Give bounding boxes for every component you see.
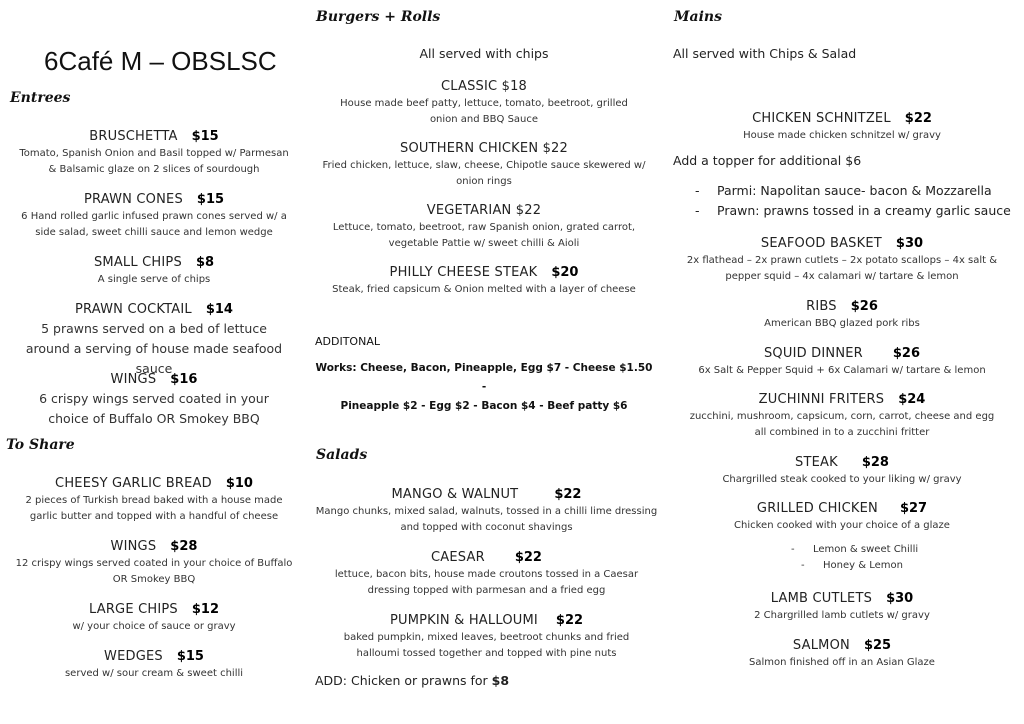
item-description: American BBQ glazed pork ribs — [764, 318, 920, 329]
item-price: $16 — [170, 372, 198, 387]
menu-item-prawn-cones — [8, 188, 300, 241]
item-price: $20 — [551, 265, 579, 280]
item-description: 2 Chargrilled lamb cutlets w/ gravy — [754, 610, 930, 621]
dash-icon: - — [791, 544, 795, 555]
item-name: MANGO & WALNUT — [391, 487, 519, 502]
item-name: BRUSCHETTA — [89, 129, 178, 144]
glaze-option-lemon — [791, 544, 918, 555]
item-name: SEAFOOD BASKET — [760, 236, 882, 251]
menu-item-southern-chicken — [314, 137, 654, 190]
item-description: 6x Salt & Pepper Squid + 6x Calamari w/ tartare & lemon — [698, 365, 986, 376]
item-price: $22 — [514, 550, 542, 565]
item-description: 2 pieces of Turkish bread baked with a house made garlic butter and topped with a handful of cheese — [25, 495, 283, 522]
item-description: lettuce, bacon bits, house made croutons tossed in a Caesar dressing topped with parmesan and a fried egg — [334, 569, 639, 596]
salads-heading: Salads — [316, 447, 368, 463]
glaze-text: Honey & Lemon — [823, 560, 903, 571]
item-description: Mango chunks, mixed salad, walnuts, tossed in a chilli lime dressing and topped with coconut shavings — [315, 506, 658, 533]
item-price: $22 — [555, 613, 584, 628]
item-name: CHICKEN SCHNITZEL — [752, 111, 891, 126]
add-text: ADD: Chicken or prawns for — [315, 673, 492, 688]
item-name: WINGS — [110, 539, 157, 554]
item-description: Lettuce, tomato, beetroot, raw Spanish onion, grated carrot, vegetable Pattie w/ sweet chilli & Aioli — [332, 222, 636, 249]
item-description: served w/ sour cream & sweet chilli — [64, 668, 244, 679]
additional-heading: ADDITONAL — [315, 335, 380, 348]
item-description: 12 crispy wings served coated in your choice of Buffalo OR Smokey BBQ — [15, 558, 293, 585]
item-description: 6 crispy wings served coated in your choice of Buffalo OR Smokey BBQ — [39, 391, 269, 426]
item-description: Salmon finished off in an Asian Glaze — [749, 657, 935, 668]
item-price: $30 — [886, 591, 914, 606]
topper-text: Parmi: Napolitan sauce- bacon & Mozzarella — [717, 183, 992, 198]
menu-item-cheesy-garlic-bread — [8, 472, 300, 525]
topper-note: Add a topper for additional $6 — [673, 153, 862, 168]
to-share-heading: To Share — [6, 437, 75, 453]
menu-item-salmon — [668, 634, 1016, 671]
menu-item-wings-6 — [8, 368, 300, 429]
menu-item-small-chips — [8, 251, 300, 288]
item-name: CHEESY GARLIC BREAD — [55, 476, 212, 491]
item-name: SQUID DINNER — [763, 346, 863, 361]
glaze-option-honey — [801, 560, 903, 571]
item-name: SMALL CHIPS — [93, 255, 182, 270]
item-name: SALMON — [792, 638, 850, 653]
item-description: Steak, fried capsicum & Onion melted with a layer of cheese — [332, 284, 636, 295]
item-name: VEGETARIAN $22 — [426, 203, 542, 218]
item-name: PRAWN CONES — [83, 192, 183, 207]
additional-extras — [314, 359, 654, 416]
item-name: SOUTHERN CHICKEN $22 — [400, 141, 568, 156]
item-price: $14 — [205, 302, 233, 317]
menu-item-bruschetta — [8, 125, 300, 178]
item-price: $10 — [225, 476, 253, 491]
dash-icon: - — [801, 560, 805, 571]
item-price: $28 — [170, 539, 198, 554]
menu-item-vegetarian — [314, 199, 654, 252]
menu-item-large-chips — [8, 598, 300, 635]
menu-item-wedges — [8, 645, 300, 682]
menu-item-steak — [668, 451, 1016, 488]
item-description: Chicken cooked with your choice of a glaze — [734, 520, 950, 531]
additional-line-1: Works: Cheese, Bacon, Pineapple, Egg $7 - Cheese $1.50 - — [315, 362, 653, 393]
burgers-note: All served with chips — [419, 46, 549, 61]
item-price: $26 — [892, 346, 921, 361]
item-price: $27 — [899, 501, 928, 516]
menu-item-classic — [314, 75, 654, 128]
item-name: PUMPKIN & HALLOUMI — [389, 613, 538, 628]
item-description: House made beef patty, lettuce, tomato, beetroot, grilled onion and BBQ Sauce — [340, 98, 628, 125]
item-description: baked pumpkin, mixed leaves, beetroot chunks and fried halloumi tossed together and topped with pine nuts — [343, 632, 630, 659]
item-price: $30 — [895, 236, 924, 251]
item-name: PHILLY CHEESE STEAK — [389, 265, 538, 280]
item-description: 2x flathead – 2x prawn cutlets – 2x potato scallops – 4x salt & pepper squid – 4x calamari w/ tartare & lemon — [686, 255, 998, 282]
item-price: $12 — [191, 602, 219, 617]
menu-item-seafood-basket — [668, 232, 1016, 285]
menu-item-chicken-schnitzel — [668, 107, 1016, 144]
menu-item-squid-dinner — [668, 342, 1016, 379]
item-price: $24 — [898, 392, 926, 407]
menu-item-lamb-cutlets — [668, 587, 1016, 624]
item-price: $15 — [196, 192, 225, 207]
add-price: $8 — [491, 673, 510, 688]
topper-option-parmi — [695, 183, 992, 198]
menu-item-wings-12 — [8, 535, 300, 588]
menu-item-mango-walnut — [314, 483, 659, 536]
item-price: $22 — [554, 487, 582, 502]
item-name: CLASSIC $18 — [440, 79, 528, 94]
menu-item-grilled-chicken — [668, 497, 1016, 534]
menu-item-philly-cheese-steak — [314, 261, 654, 298]
page-title: 6Café M – OBSLSC — [44, 46, 277, 76]
item-name: CAESAR — [431, 550, 485, 565]
item-name: RIBS — [806, 299, 837, 314]
topper-option-prawn — [695, 203, 1011, 218]
menu-item-pumpkin-halloumi — [314, 609, 659, 662]
menu-item-prawn-cocktail — [8, 298, 300, 379]
item-description: 6 Hand rolled garlic infused prawn cones served w/ a side salad, sweet chilli sauce and lemon wedge — [21, 211, 287, 238]
menu-item-zuchinni-friters — [668, 388, 1016, 441]
item-name: GRILLED CHICKEN — [756, 501, 878, 516]
item-name: STEAK — [795, 455, 838, 470]
menu-item-caesar — [314, 546, 659, 599]
dash-icon: - — [695, 183, 700, 198]
item-name: WEDGES — [104, 649, 163, 664]
item-name: WINGS — [110, 372, 157, 387]
item-name: LARGE CHIPS — [88, 602, 178, 617]
mains-note: All served with Chips & Salad — [673, 46, 857, 61]
item-price: $22 — [904, 111, 932, 126]
topper-text: Prawn: prawns tossed in a creamy garlic sauce — [717, 203, 1011, 218]
item-description: Chargrilled steak cooked to your liking w/ gravy — [722, 474, 962, 485]
item-description: w/ your choice of sauce or gravy — [72, 621, 236, 632]
item-price: $26 — [850, 299, 878, 314]
additional-line-2: Pineapple $2 - Egg $2 - Bacon $4 - Beef patty $6 — [340, 400, 628, 412]
item-description: 5 prawns served on a bed of lettuce around a serving of house made seafood sauce — [25, 321, 283, 376]
item-name: PRAWN COCKTAIL — [75, 302, 192, 317]
burgers-heading: Burgers + Rolls — [316, 9, 441, 25]
item-price: $25 — [863, 638, 892, 653]
item-name: ZUCHINNI FRITERS — [758, 392, 885, 407]
item-description: House made chicken schnitzel w/ gravy — [743, 130, 941, 141]
item-description: Fried chicken, lettuce, slaw, cheese, Chipotle sauce skewered w/ onion rings — [322, 160, 646, 187]
item-name: LAMB CUTLETS — [770, 591, 873, 606]
menu-item-ribs — [668, 295, 1016, 332]
entrees-heading: Entrees — [10, 90, 71, 106]
item-price: $15 — [176, 649, 204, 664]
add-protein-note — [315, 673, 509, 688]
mains-heading: Mains — [674, 9, 722, 25]
item-price: $28 — [861, 455, 889, 470]
item-price: $8 — [195, 255, 215, 270]
glaze-text: Lemon & sweet Chilli — [813, 544, 919, 555]
item-description: A single serve of chips — [97, 274, 211, 285]
item-price: $15 — [191, 129, 219, 144]
item-description: Tomato, Spanish Onion and Basil topped w/ Parmesan & Balsamic glaze on 2 slices of sourdough — [19, 148, 289, 175]
dash-icon: - — [695, 203, 700, 218]
item-description: zucchini, mushroom, capsicum, corn, carrot, cheese and egg all combined in to a zucchini fritter — [689, 411, 995, 438]
